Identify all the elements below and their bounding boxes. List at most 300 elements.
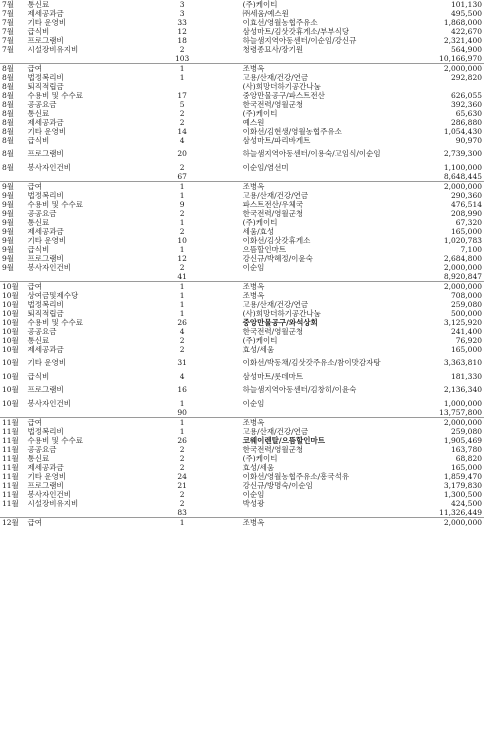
expense-row [0,109,484,118]
category-cell: 기타 운영비 [27,357,67,367]
amount-cell: 241,400 [450,327,482,336]
count-cell: 2 [179,109,185,118]
count-cell: 2 [179,118,185,127]
amount-cell: 3,125,920 [443,318,482,327]
category-cell: 봉사자인건비 [27,163,72,172]
gap-cell [195,481,241,490]
vendor-cell: 조병옥 [241,418,402,428]
monthly-subtotal-row [0,508,484,518]
category-cell: 시설장비유지비 [27,45,79,54]
count-cell: 90 [169,408,195,418]
vendor-cell: 효성/세움 [242,345,275,354]
category-cell [26,54,170,64]
vendor-cell [241,54,402,64]
vendor-cell: 삼성마트/김삿갓휴게소/부부식당 [242,27,350,36]
amount-cell: 424,500 [450,499,482,508]
amount-cell: 259,080 [450,300,482,309]
month-cell: 11월 [2,445,19,454]
vendor-cell: (주)케이티 [242,218,278,227]
month-cell: 10월 [2,357,19,367]
vendor-cell: 예스원 [242,118,265,127]
gap-cell [195,73,241,82]
month-cell: 7월 [2,36,15,45]
category-cell: 공공요금 [27,209,57,218]
month-cell: 8월 [2,91,15,100]
category-cell: 프로그램비 [27,148,64,158]
category-cell: 법정복리비 [27,191,64,200]
expense-row [0,136,484,145]
count-cell: 12 [177,27,187,36]
month-cell: 10월 [0,282,26,292]
gap-cell [195,318,241,327]
vendor-cell [241,508,402,518]
amount-cell: 708,000 [450,291,482,300]
category-cell: 통신료 [27,218,50,227]
expense-row [0,191,484,200]
monthly-subtotal-row [0,54,484,64]
vendor-cell: 코웨이렌탈/으뜸할인마트 [242,436,326,445]
count-cell: 83 [169,508,195,518]
count-cell: 10 [177,236,187,245]
expense-row [0,127,484,136]
expense-row [0,73,484,82]
month-cell: 10월 [2,384,19,394]
category-cell [26,272,170,282]
category-cell: 봉사자인건비 [27,263,72,272]
gap-cell [195,490,241,499]
count-cell: 4 [179,327,185,336]
count-cell: 17 [177,91,187,100]
count-cell: 2 [179,463,185,472]
category-cell: 프로그램비 [27,384,64,394]
amount-cell: 286,880 [450,118,482,127]
vendor-cell: 청령종묘사/장기원 [242,45,304,54]
amount-cell: 165,000 [450,345,482,354]
amount-cell: 11,326,449 [402,508,484,518]
month-cell: 9월 [2,263,15,272]
month-cell [0,54,26,64]
expense-row [0,518,484,528]
amount-cell: 1,300,500 [443,490,482,499]
category-cell: 법정복리비 [27,73,64,82]
vendor-cell: 이화선/박동채/김삿갓주유소/참이맛감자탕 [242,357,381,367]
month-cell: 9월 [2,209,15,218]
month-cell: 8월 [2,118,15,127]
category-cell: 기타 운영비 [27,127,67,136]
gap-cell [195,36,241,45]
amount-cell: 2,136,340 [443,384,482,394]
amount-cell: 2,684,800 [443,254,482,263]
expense-row [0,472,484,481]
month-cell [0,272,26,282]
expense-row [0,282,484,292]
gap-cell [195,200,241,209]
count-cell: 1 [179,73,185,82]
count-cell: 3 [179,0,185,9]
gap-cell [195,472,241,481]
amount-cell: 2,321,400 [443,36,482,45]
count-cell: 14 [177,127,187,136]
month-cell: 9월 [0,182,26,192]
expense-row [0,291,484,300]
month-cell: 11월 [2,454,19,463]
count-cell: 2 [179,490,185,499]
gap-cell [195,499,241,508]
vendor-cell: 중앙만물공구/파스트전산 [242,91,325,100]
gap-cell [195,418,241,428]
vendor-cell: 고용/산재/건강/연금 [242,73,309,82]
amount-cell: 2,000,000 [402,518,484,528]
count-cell: 103 [169,54,195,64]
expense-row [0,118,484,127]
gap-cell [195,300,241,309]
count-cell: 9 [179,200,185,209]
amount-cell: 2,739,300 [443,148,482,158]
count-cell: 12 [177,254,187,263]
amount-cell: 476,514 [450,200,482,209]
count-cell: 1 [179,291,185,300]
amount-cell: 564,900 [450,45,482,54]
category-cell: 퇴직적립금 [27,309,64,318]
vendor-cell: 한국전력/영월군청 [242,327,304,336]
vendor-cell: 이순임/염선미 [242,163,289,172]
category-cell: 급여 [26,518,170,528]
count-cell: 1 [179,300,185,309]
count-cell [169,82,195,91]
amount-cell [402,82,484,91]
count-cell: 41 [169,272,195,282]
gap-cell [195,399,241,408]
vendor-cell: 세움/효성 [242,227,275,236]
vendor-cell: 파스트전산/우체국 [242,200,304,209]
amount-cell: 7,100 [460,245,482,254]
expense-row [0,345,484,354]
month-cell: 8월 [2,73,15,82]
amount-cell: 2,000,000 [402,182,484,192]
amount-cell: 90,970 [455,136,482,145]
month-cell [0,408,26,418]
vendor-cell: (주)케이티 [242,109,278,118]
amount-cell: 8,648,445 [402,172,484,182]
month-cell: 8월 [2,148,15,158]
amount-cell: 292,820 [450,73,482,82]
vendor-cell: 삼성마트/롯데마트 [242,372,304,381]
category-cell: 법정복리비 [27,300,64,309]
gap-cell [195,127,241,136]
category-cell: 급식비 [27,245,50,254]
vendor-cell: 으뜸할인마트 [242,245,287,254]
expense-row [0,454,484,463]
count-cell: 2 [179,45,185,54]
amount-cell: 3,363,810 [443,357,482,367]
count-cell: 26 [177,318,187,327]
expense-row [0,218,484,227]
month-cell: 11월 [2,499,19,508]
vendor-cell: (주)케이티 [242,454,278,463]
count-cell: 2 [179,454,185,463]
month-cell: 8월 [2,163,15,172]
count-cell: 1 [169,64,195,74]
vendor-cell [241,172,402,182]
vendor-cell: (주)케이티 [242,0,278,9]
gap-cell [195,463,241,472]
category-cell: 공공요금 [27,327,57,336]
gap-cell [195,136,241,145]
monthly-subtotal-row [0,172,484,182]
count-cell: 18 [177,36,187,45]
count-cell: 67 [169,172,195,182]
count-cell: 24 [177,472,187,481]
month-cell: 10월 [2,291,19,300]
count-cell: 2 [179,336,185,345]
expense-row [0,64,484,74]
gap-cell [195,518,241,528]
vendor-cell: 삼성마트/파리바게트 [242,136,311,145]
vendor-cell: (사)희망더하기공간나눔 [242,309,321,318]
expense-row [0,399,484,408]
gap-cell [195,91,241,100]
amount-cell: 1,868,000 [443,18,482,27]
vendor-cell [241,272,402,282]
month-cell: 10월 [2,345,19,354]
count-cell: 20 [177,148,187,158]
month-cell: 11월 [2,472,19,481]
amount-cell: 165,000 [450,463,482,472]
amount-cell: 2,000,000 [402,64,484,74]
gap-cell [195,118,241,127]
expense-row [0,436,484,445]
count-cell: 1 [179,309,185,318]
count-cell: 2 [179,445,185,454]
expense-row [0,145,484,163]
month-cell: 11월 [2,481,19,490]
vendor-cell: (사)희망더하기공간나눔 [242,82,321,91]
gap-cell [195,245,241,254]
category-cell: 수용비 및 수수료 [27,200,84,209]
month-cell: 9월 [2,191,15,200]
monthly-subtotal-row [0,272,484,282]
category-cell: 급식비 [27,27,50,36]
month-cell: 8월 [2,127,15,136]
amount-cell: 495,500 [450,9,482,18]
count-cell: 1 [179,191,185,200]
amount-cell: 3,179,830 [443,481,482,490]
expense-row [0,9,484,18]
count-cell: 1 [169,518,195,528]
vendor-cell: 조병옥 [241,64,402,74]
gap-cell [195,0,241,9]
amount-cell: 290,360 [450,191,482,200]
vendor-cell: 이화선/영월농협주유소/흥국석유 [242,472,350,481]
category-cell: 급여 [26,418,170,428]
vendor-cell: 한국전력/영월군청 [242,445,304,454]
count-cell: 2 [179,209,185,218]
gap-cell [195,372,241,381]
category-cell: 프로그램비 [27,36,64,45]
gap-cell [195,54,241,64]
month-cell: 7월 [2,9,15,18]
expense-row [0,318,484,327]
category-cell: 제세공과금 [27,9,64,18]
amount-cell: 259,080 [450,427,482,436]
amount-cell: 392,360 [450,100,482,109]
category-cell: 수용비 및 수수료 [27,318,84,327]
amount-cell: 1,905,469 [443,436,482,445]
category-cell: 급식비 [27,136,50,145]
vendor-cell: 고용/산재/건강/연금 [242,427,309,436]
category-cell: 공공요금 [27,445,57,454]
expense-row [0,100,484,109]
category-cell: 통신료 [27,454,50,463]
amount-cell: 8,920,847 [402,272,484,282]
category-cell: 공공요금 [27,100,57,109]
count-cell: 4 [179,136,185,145]
gap-cell [195,64,241,74]
amount-cell: 626,055 [450,91,482,100]
vendor-cell: 이순임 [242,263,265,272]
expense-row [0,327,484,336]
gap-cell [195,263,241,272]
amount-cell: 65,630 [455,109,482,118]
expense-row [0,445,484,454]
count-cell: 2 [179,345,185,354]
expense-row [0,227,484,236]
gap-cell [195,454,241,463]
expense-row [0,45,484,54]
gap-cell [195,291,241,300]
expense-row [0,200,484,209]
category-cell: 수용비 및 수수료 [27,91,84,100]
month-cell: 9월 [2,236,15,245]
expense-row [0,481,484,490]
gap-cell [195,436,241,445]
month-cell: 10월 [2,399,19,408]
amount-cell: 163,780 [450,445,482,454]
expense-row [0,300,484,309]
month-cell: 12월 [0,518,26,528]
month-cell: 10월 [2,318,19,327]
amount-cell: 422,670 [450,27,482,36]
category-cell: 제세공과금 [27,345,64,354]
count-cell: 26 [177,436,187,445]
gap-cell [195,172,241,182]
vendor-cell: 고용/산재/건강/연금 [242,300,309,309]
category-cell: 급식비 [27,372,50,381]
amount-cell: 208,990 [450,209,482,218]
amount-cell: 13,757,800 [402,408,484,418]
month-cell: 11월 [2,427,19,436]
gap-cell [195,227,241,236]
expense-row [0,91,484,100]
category-cell [26,408,170,418]
month-cell: 7월 [2,18,15,27]
expense-row [0,182,484,192]
count-cell: 1 [179,427,185,436]
amount-cell: 1,100,000 [443,163,482,172]
month-cell: 11월 [2,490,19,499]
gap-cell [195,191,241,200]
month-cell: 9월 [2,245,15,254]
month-cell: 11월 [2,463,19,472]
count-cell: 5 [179,100,185,109]
vendor-cell: ㈜세움/예스원 [242,9,289,18]
category-cell: 봉사자인건비 [27,490,72,499]
vendor-cell: 강신규/박혜정/이윤숙 [242,254,313,263]
month-cell [0,172,26,182]
amount-cell: 165,000 [450,227,482,236]
vendor-cell: 중앙만물공구/와석상회 [242,318,318,327]
count-cell: 2 [179,263,185,272]
vendor-cell: 이화선/김현생/영월농협주유소 [242,127,342,136]
count-cell: 2 [179,499,185,508]
category-cell [26,508,170,518]
month-cell: 11월 [0,418,26,428]
expense-row [0,163,484,172]
gap-cell [195,236,241,245]
category-cell: 급여 [26,64,170,74]
vendor-cell: 한국전력/영월군청 [242,209,304,218]
vendor-cell: 강신규/방명숙/이순임 [242,481,313,490]
expense-row [0,0,484,9]
month-cell: 10월 [2,327,19,336]
gap-cell [195,272,241,282]
vendor-cell: 이효선/영월농협주유소 [242,18,318,27]
gap-cell [195,354,241,372]
category-cell: 상여금및제수당 [27,291,79,300]
category-cell: 기타 운영비 [27,472,67,481]
gap-cell [195,445,241,454]
category-cell: 시설장비유지비 [27,499,79,508]
month-cell: 7월 [2,45,15,54]
vendor-cell: 조병옥 [241,182,402,192]
count-cell: 4 [179,372,185,381]
gap-cell [195,427,241,436]
amount-cell: 68,820 [455,454,482,463]
vendor-cell: 하늘샘지역아동센터/김창히/이윤숙 [242,384,357,394]
category-cell: 기타 운영비 [27,236,67,245]
gap-cell [195,209,241,218]
expense-row [0,309,484,318]
amount-cell: 2,000,000 [402,418,484,428]
expense-row [0,372,484,381]
category-cell: 통신료 [27,0,50,9]
gap-cell [195,218,241,227]
count-cell: 2 [179,163,185,172]
amount-cell: 1,000,000 [443,399,482,408]
category-cell: 봉사자인건비 [27,399,72,408]
vendor-cell: 박성광 [242,499,265,508]
amount-cell: 1,054,430 [443,127,482,136]
category-cell: 법정복리비 [27,427,64,436]
gap-cell [195,282,241,292]
expense-row [0,245,484,254]
vendor-cell: (주)케이티 [242,336,278,345]
gap-cell [195,18,241,27]
gap-cell [195,327,241,336]
amount-cell: 1,020,783 [443,236,482,245]
count-cell: 21 [177,481,187,490]
gap-cell [195,508,241,518]
expense-row [0,236,484,245]
category-cell: 프로그램비 [27,481,64,490]
vendor-cell: 이순임 [242,399,265,408]
amount-cell: 76,920 [455,336,482,345]
gap-cell [195,109,241,118]
vendor-cell: 하늘샘지역아동센터/이용숙/고임식/이순임 [242,148,381,158]
expense-row [0,27,484,36]
month-cell: 7월 [2,0,15,9]
expense-row [0,490,484,499]
